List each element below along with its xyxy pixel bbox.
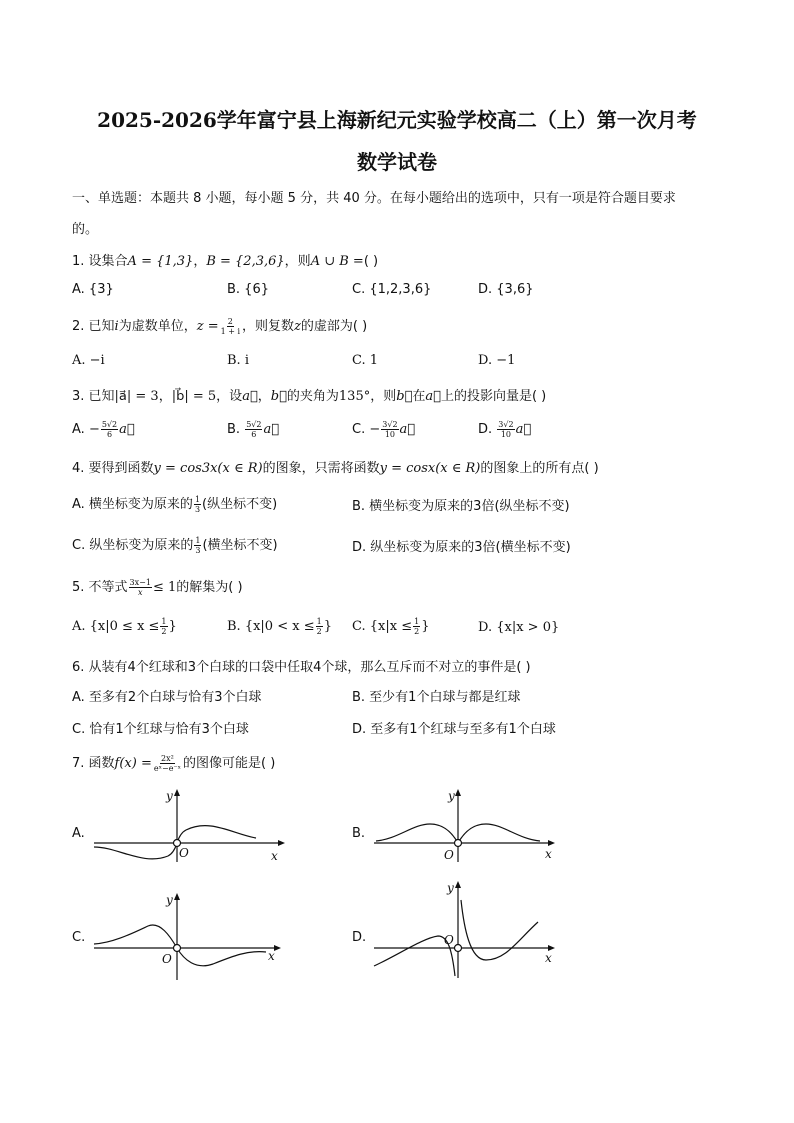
q2-option-c: C. 1 <box>352 353 379 368</box>
q3-angle: 135° <box>338 389 371 404</box>
q3-option-a-frac <box>101 420 118 439</box>
q1-union: A ∪ B = <box>310 254 364 269</box>
q4-option-a-post: (纵坐标不变) <box>202 497 278 512</box>
q3-option-d-frac <box>497 420 514 439</box>
q4-stem: 4. 要得到函数 <box>72 461 154 476</box>
q3-option-a-label: A. <box>72 422 85 437</box>
q4-option-d: D. 纵坐标变为原来的3倍(横坐标不变) <box>352 540 571 555</box>
question-4 <box>72 457 599 476</box>
q6-option-b: B. 至少有1个白球与都是红球 <box>352 690 521 705</box>
q6-option-c: C. 恰有1个红球与恰有3个白球 <box>72 722 249 737</box>
q5-option-b-post: } <box>323 619 332 634</box>
q2-stem-b: 为虚数单位， <box>118 319 197 334</box>
q3-option-c-frac <box>381 420 398 439</box>
q4-option-c-num: 1 <box>195 536 201 545</box>
q4-option-a-den: 3 <box>194 505 201 514</box>
y-axis-label: y <box>448 789 455 803</box>
y-axis-label: y <box>166 893 173 907</box>
q4-option-b: B. 横坐标变为原来的3倍(纵坐标不变) <box>352 499 570 514</box>
question-2 <box>72 315 367 336</box>
q3-stem-b: ，设 <box>216 389 243 404</box>
q5-inequality: ≤ 1 <box>152 580 177 595</box>
q7-stem: 7. 函数 <box>72 756 115 771</box>
q7-graph-d <box>368 880 568 980</box>
q5-option-c-text: C. {x|x ≤ <box>352 619 413 634</box>
origin-label: O <box>179 846 189 860</box>
q3-option-c <box>352 420 415 439</box>
open-circle <box>455 945 462 952</box>
q3-option-a-sign: − <box>88 422 100 437</box>
q1-option-a: A. {3} <box>72 282 114 297</box>
y-axis-arrow <box>174 789 180 796</box>
q3-option-c-den: 10 <box>384 430 395 439</box>
q5-option-c-den: 2 <box>414 627 420 636</box>
q1-option-b: B. {6} <box>227 282 269 297</box>
q7-option-a-label: A. <box>72 826 85 841</box>
open-circle <box>455 840 462 847</box>
q4-option-c-den: 3 <box>195 546 201 555</box>
q3-option-a-den: 6 <box>106 430 113 439</box>
q7-graph-b <box>368 786 568 866</box>
q3-option-a-var: a⃗ <box>119 422 135 437</box>
q2-i: i <box>114 319 119 334</box>
q1-tail: ( ) <box>363 254 379 269</box>
q3-b-vec-2: b⃗ <box>396 389 413 404</box>
section-instruction: 一、单选题：本题共 8 小题，每小题 5 分，共 40 分。在每小题给出的选项中，只有一项是符合题目要求 <box>72 191 676 206</box>
q7-frac-den: eˣ−e⁻ˣ <box>153 764 182 773</box>
q7-option-b-label: B. <box>352 826 366 841</box>
question-1 <box>72 250 378 269</box>
q3-sep: ， <box>158 389 172 404</box>
q1-mid: ，则 <box>284 254 311 269</box>
q1-sep: ， <box>193 254 207 269</box>
q7-option-d-label: D. <box>352 930 367 945</box>
q7-graph-a <box>88 786 288 866</box>
q4-option-c-frac <box>194 536 201 555</box>
q3-a-mag: |a⃗| = 3 <box>114 389 159 404</box>
q5-option-a-text: A. {x|0 ≤ x ≤ <box>72 619 160 634</box>
q3-option-d-var: a⃗ <box>515 422 532 437</box>
q3-stem-f: 上的投影向量是( ) <box>440 389 547 404</box>
q2-z-eq: z = <box>196 319 219 334</box>
origin-label: O <box>444 848 454 862</box>
exam-subtitle: 数学试卷 <box>357 150 437 174</box>
q5-fraction <box>129 578 152 597</box>
x-axis-arrow <box>548 840 555 846</box>
origin-label: O <box>444 933 454 947</box>
exam-title: 2025-2026学年富宁县上海新纪元实验学校高二（上）第一次月考 <box>97 108 697 132</box>
q7-option-c-label: C. <box>72 930 86 945</box>
function-curve-right <box>461 900 538 960</box>
q3-option-d-den: 10 <box>500 430 512 439</box>
x-axis-arrow <box>278 840 285 846</box>
y-axis-arrow <box>455 881 461 888</box>
x-axis-arrow <box>274 945 281 951</box>
q3-option-d-label: D. <box>478 422 493 437</box>
q5-stem-b: 的解集为( ) <box>176 580 243 595</box>
q5-option-d: D. {x|x > 0} <box>478 620 560 635</box>
q5-stem: 5. 不等式 <box>72 580 128 595</box>
q5-option-a <box>72 617 177 636</box>
q2-stem-c: ，则复数 <box>242 319 295 334</box>
x-axis-label: x <box>271 849 278 863</box>
q3-option-d <box>478 420 531 439</box>
q2-option-d: D. −1 <box>478 353 516 368</box>
q4-option-c-post: (横坐标不变) <box>202 538 278 553</box>
q3-stem-d: ，则 <box>370 389 397 404</box>
question-6: 6. 从装有4个红球和3个白球的口袋中任取4个球，那么互斥而不对立的事件是( ) <box>72 660 531 675</box>
q1-stem: 1. 设集合 <box>72 254 128 269</box>
q2-stem: 2. 已知 <box>72 319 115 334</box>
q5-option-a-post: } <box>168 619 177 634</box>
q1-set-b: B = {2,3,6} <box>206 254 285 269</box>
q6-option-d: D. 至多有1个红球与至多有1个白球 <box>352 722 556 737</box>
y-axis-label: y <box>166 789 173 803</box>
q3-option-c-sign: − <box>369 422 381 437</box>
q4-stem-b: 的图象，只需将函数 <box>262 461 380 476</box>
q5-option-b <box>227 617 332 636</box>
q3-option-b-num: 5√2 <box>246 420 262 429</box>
q3-comma: ， <box>257 389 271 404</box>
q3-option-a <box>72 420 135 439</box>
q3-option-c-var: a⃗ <box>399 422 416 437</box>
q5-option-c-frac <box>413 617 420 636</box>
q2-option-a: A. −i <box>72 353 105 368</box>
q6-option-a: A. 至多有2个白球与恰有3个白球 <box>72 690 262 705</box>
q3-a-vec-2: a⃗ <box>425 389 441 404</box>
q3-stem-e: 在 <box>412 389 426 404</box>
q4-option-c <box>72 534 278 555</box>
q1-option-c: C. {1,2,3,6} <box>352 282 432 297</box>
q1-set-a: A = {1,3} <box>127 254 194 269</box>
q5-option-c-post: } <box>421 619 430 634</box>
question-7 <box>72 752 275 773</box>
q7-frac-num: 2x² <box>161 754 174 763</box>
q3-stem-c: 的夹角为 <box>286 389 339 404</box>
y-axis-arrow <box>174 893 180 900</box>
q3-option-b-label: B. <box>227 422 241 437</box>
question-3 <box>72 385 546 404</box>
q5-option-a-frac <box>160 617 167 636</box>
function-curve-left <box>374 936 455 976</box>
q3-option-c-num: 3√2 <box>382 420 398 429</box>
q3-option-d-num: 3√2 <box>498 420 514 429</box>
q5-option-b-text: B. {x|0 < x ≤ <box>227 619 315 634</box>
q4-option-a-frac <box>194 495 201 514</box>
q4-option-c-text: C. 纵坐标变为原来的 <box>72 538 194 553</box>
q2-frac-den: 1 + i <box>220 327 241 336</box>
q3-b-vec: b⃗ <box>270 389 287 404</box>
q5-frac-den: x <box>137 588 143 597</box>
open-circle <box>174 945 181 952</box>
q2-fraction <box>220 317 241 336</box>
q5-frac-num: 3x−1 <box>129 578 151 587</box>
q4-option-a-text: A. 横坐标变为原来的 <box>72 497 193 512</box>
q3-option-c-label: C. <box>352 422 366 437</box>
q7-graph-c <box>88 888 288 983</box>
q2-option-b: B. i <box>227 353 249 368</box>
q5-option-b-num: 1 <box>316 617 322 626</box>
q4-stem-c: 的图象上的所有点( ) <box>480 461 599 476</box>
q3-option-b <box>227 420 279 439</box>
y-axis-arrow <box>455 789 461 796</box>
x-axis-label: x <box>268 949 275 963</box>
q2-frac-num: 2 <box>227 317 233 326</box>
origin-label: O <box>162 952 172 966</box>
q4-function-1: y = cos3x(x ∈ R) <box>153 461 263 476</box>
q5-option-b-frac <box>316 617 323 636</box>
q3-option-b-den: 6 <box>251 430 257 439</box>
q2-z: z <box>294 319 301 334</box>
q5-option-a-num: 1 <box>161 617 167 626</box>
q4-function-2: y = cosx(x ∈ R) <box>379 461 481 476</box>
q5-option-b-den: 2 <box>316 627 322 636</box>
q3-option-b-frac <box>245 420 262 439</box>
q4-option-a <box>72 493 277 514</box>
q5-option-c <box>352 617 429 636</box>
q7-fraction <box>153 754 182 773</box>
q3-b-mag: |b⃗| = 5 <box>171 389 217 404</box>
q2-stem-d: 的虚部为( ) <box>300 319 368 334</box>
x-axis-label: x <box>545 951 552 965</box>
question-5 <box>72 576 243 597</box>
q5-option-a-den: 2 <box>161 627 167 636</box>
q3-option-b-var: a⃗ <box>263 422 280 437</box>
q5-option-c-num: 1 <box>414 617 420 626</box>
q3-a-vec: a⃗ <box>242 389 258 404</box>
section-instruction-cont: 的。 <box>72 222 99 237</box>
q1-option-d: D. {3,6} <box>478 282 534 297</box>
q3-stem: 3. 已知 <box>72 389 115 404</box>
q7-stem-b: 的图像可能是( ) <box>183 756 276 771</box>
q4-option-a-num: 1 <box>194 495 201 504</box>
q3-option-a-num: 5√2 <box>101 420 118 429</box>
q7-function: f(x) = <box>114 756 152 771</box>
x-axis-label: x <box>545 847 552 861</box>
y-axis-label: y <box>447 881 454 895</box>
